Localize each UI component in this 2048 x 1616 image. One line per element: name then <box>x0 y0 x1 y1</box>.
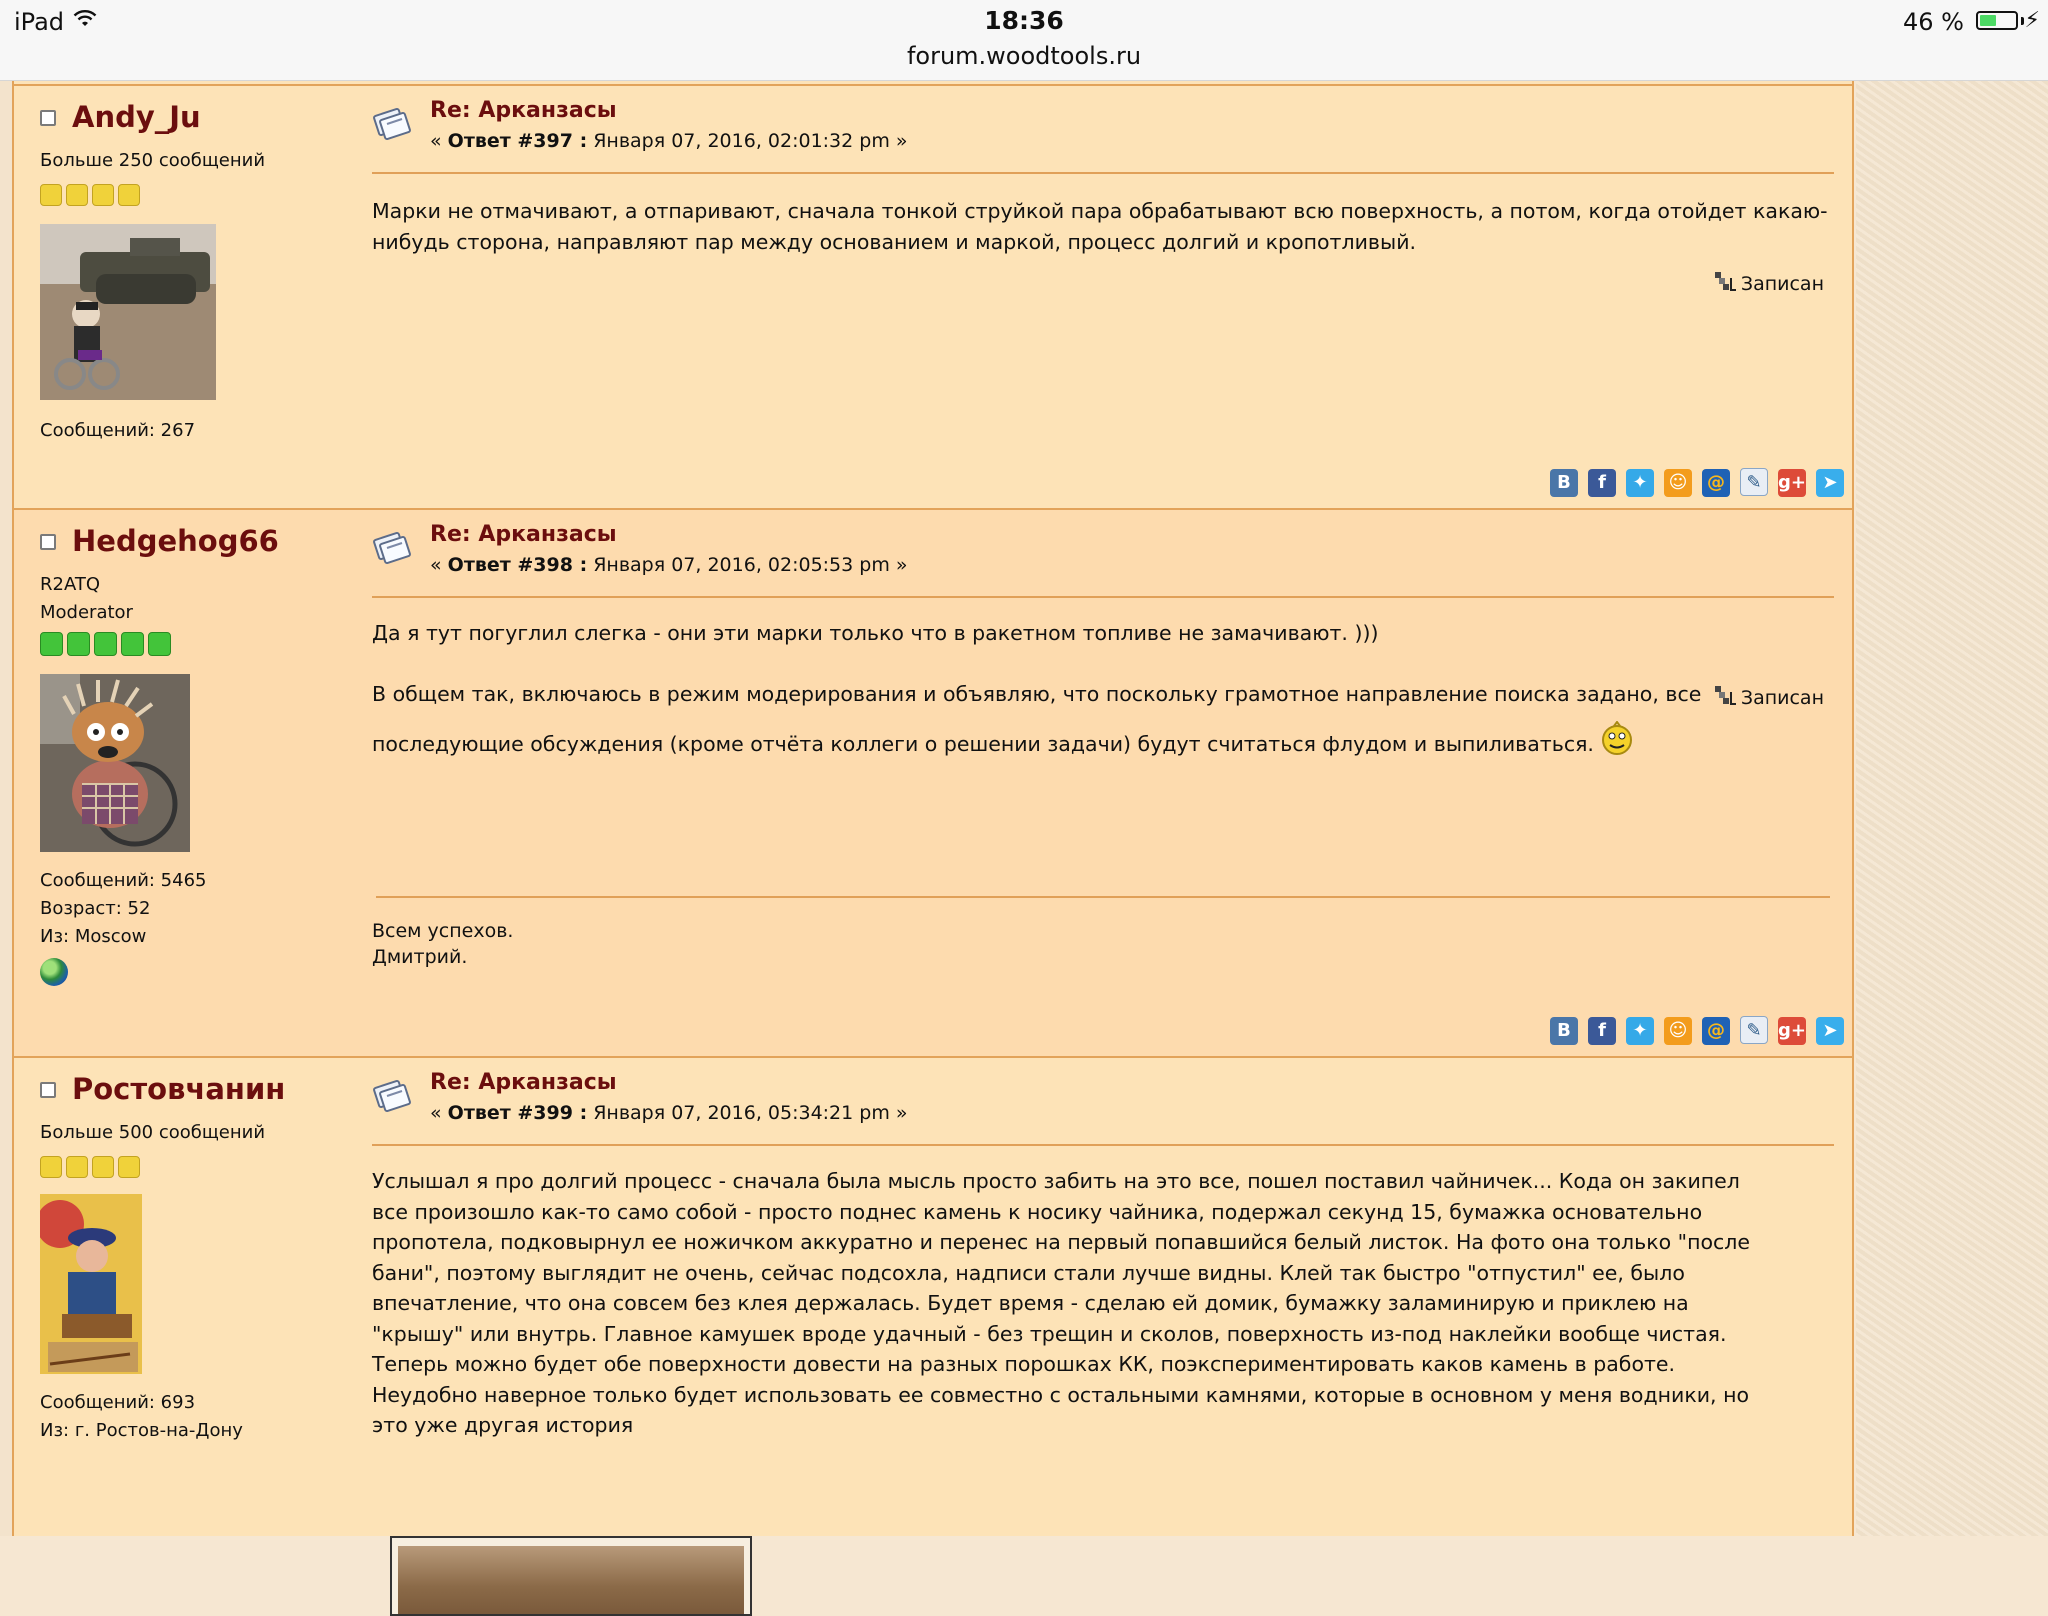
member-rank: Больше 250 сообщений <box>40 150 266 171</box>
post-date: Января 07, 2016, 02:05:53 pm <box>593 554 890 576</box>
saved-label: Записан <box>1740 687 1824 709</box>
signature-divider <box>376 896 1830 898</box>
livejournal-icon[interactable]: ✎ <box>1740 1016 1768 1044</box>
post-meta: « Ответ #397 : Января 07, 2016, 02:01:32 pm » <box>430 130 908 152</box>
vk-icon[interactable]: В <box>1550 469 1578 497</box>
author-name[interactable]: Hedgehog66 <box>72 524 279 558</box>
post-subject-link[interactable]: Re: Арканзасы <box>430 522 617 547</box>
ip-logged-icon <box>1713 270 1737 294</box>
post-icon <box>372 102 412 142</box>
star-icon <box>67 632 90 656</box>
page-background-texture <box>1856 80 2048 1536</box>
post-line: Неудобно наверное только будет использовать ее совместно с остальными камнями, которые в основном у меня водники, но <box>372 1382 1750 1407</box>
star-icon <box>118 184 140 206</box>
smiley-icon <box>1600 721 1634 755</box>
facebook-icon[interactable]: f <box>1588 1017 1616 1045</box>
forum-thread <box>12 80 1854 1536</box>
post-line: пропотела, подковырнул ее ножичком аккуратно и перенес на первый попавшийся белый листок. На фото она только "после <box>372 1230 1751 1254</box>
post-line: все произошло как-то само собой - просто поднес камень к носику чайника, подержал секунд 15, бумажка основательно <box>372 1199 1703 1224</box>
yandex-icon[interactable]: ➤ <box>1816 469 1844 497</box>
page-background-left <box>0 80 12 1536</box>
age: Возраст: 52 <box>40 898 151 919</box>
post-subject-link[interactable]: Re: Арканзасы <box>430 1070 617 1095</box>
battery-percent: 46 % <box>1903 8 1964 36</box>
post-icon <box>372 526 412 566</box>
post-paragraph: Марки не отмачивают, а отпаривают, сначала тонкой струйкой пара обрабатывают всю поверхность, а потом, когда отойдет какаю-нибудь сторона, направляют пар между основанием и маркой, процесс долгий и кропотливый. <box>372 199 1828 254</box>
odnoklassniki-icon[interactable]: ☺ <box>1664 1017 1692 1045</box>
signature-line: Всем успехов. <box>372 920 514 942</box>
facebook-icon[interactable]: f <box>1588 469 1616 497</box>
livejournal-icon[interactable]: ✎ <box>1740 468 1768 496</box>
divider <box>372 596 1834 598</box>
post-count: Сообщений: 267 <box>40 420 196 441</box>
rank-stars <box>40 1156 144 1180</box>
star-icon <box>66 184 88 206</box>
member-title: R2ATQ <box>40 574 101 595</box>
reply-number: Ответ #397 : <box>447 130 588 152</box>
share-bar <box>1540 1016 1844 1044</box>
twitter-icon[interactable]: ✦ <box>1626 1017 1654 1045</box>
yandex-icon[interactable]: ➤ <box>1816 1017 1844 1045</box>
google-plus-icon[interactable]: g+ <box>1778 469 1806 497</box>
star-icon <box>92 1156 114 1178</box>
google-plus-icon[interactable]: g+ <box>1778 1017 1806 1045</box>
location: Из: Moscow <box>40 926 147 947</box>
signature <box>372 918 513 970</box>
select-checkbox[interactable] <box>40 110 56 126</box>
post-text: последующие обсуждения (кроме отчёта коллеги о решении задачи) будут считаться флудом и выпиливаться. <box>372 732 1594 756</box>
post-date: Января 07, 2016, 02:01:32 pm <box>593 130 890 152</box>
post-line: впечатление, что она совсем без клея держалась. Будет время - сделаю ей домик, бумажку заламинирую и приклею на <box>372 1291 1689 1315</box>
star-icon <box>92 184 114 206</box>
star-icon <box>94 632 117 656</box>
forum-post <box>14 508 1852 1056</box>
rank-stars <box>40 632 175 656</box>
saved-label: Записан <box>1740 273 1824 295</box>
vk-icon[interactable]: В <box>1550 1017 1578 1045</box>
post-body <box>372 618 1842 760</box>
star-icon <box>66 1156 88 1178</box>
post-line: "крышу" или внутрь. Главное камушек вроде удачный - без трещин и сколов, поверхность из-под наклейки вообще чистая. <box>372 1321 1727 1346</box>
attached-photo[interactable] <box>390 1536 752 1616</box>
avatar[interactable] <box>40 1194 142 1374</box>
post-subject-link[interactable]: Re: Арканзасы <box>430 98 617 123</box>
avatar[interactable] <box>40 674 190 852</box>
divider <box>372 172 1834 174</box>
divider <box>372 1144 1834 1146</box>
post-count: Сообщений: 5465 <box>40 870 207 891</box>
star-icon <box>40 632 63 656</box>
post-meta: « Ответ #398 : Января 07, 2016, 02:05:53 pm » <box>430 554 908 576</box>
star-icon <box>121 632 144 656</box>
post-meta: « Ответ #399 : Января 07, 2016, 05:34:21 pm » <box>430 1102 908 1124</box>
mailru-icon[interactable]: @ <box>1702 1017 1730 1045</box>
select-checkbox[interactable] <box>40 1082 56 1098</box>
member-rank: Больше 500 сообщений <box>40 1122 266 1143</box>
author-name[interactable]: Andy_Ju <box>72 100 201 134</box>
charging-icon: ⚡ <box>2024 8 2040 33</box>
twitter-icon[interactable]: ✦ <box>1626 469 1654 497</box>
select-checkbox[interactable] <box>40 534 56 550</box>
post-paragraph: Да я тут погуглил слегка - они эти марки только что в ракетном топливе не замачивают. ))) <box>372 621 1379 645</box>
saved-indicator <box>1713 270 1824 295</box>
post-body <box>372 1166 1842 1441</box>
mailru-icon[interactable]: @ <box>1702 469 1730 497</box>
star-icon <box>40 1156 62 1178</box>
clock: 18:36 <box>984 6 1064 35</box>
battery-icon <box>1976 11 2018 30</box>
reply-number: Ответ #399 : <box>447 1102 588 1124</box>
post-paragraph: В общем так, включаюсь в режим модерирования и объявляю, что поскольку грамотное направление поиска задано, все <box>372 681 1702 706</box>
rank-stars <box>40 184 144 208</box>
avatar[interactable] <box>40 224 216 400</box>
forum-post <box>14 1056 1852 1536</box>
photo-thumbnail <box>398 1546 744 1614</box>
post-body <box>372 196 1842 257</box>
star-icon <box>148 632 171 656</box>
device-name: iPad <box>14 8 65 36</box>
post-icon <box>372 1074 412 1114</box>
forum-post <box>14 84 1852 508</box>
post-line: Услышал я про долгий процесс - сначала была мысль просто забить на это все, пошел поставил чайничек... Кода он закипел <box>372 1169 1740 1193</box>
star-icon <box>40 184 62 206</box>
post-line: Теперь можно будет обе поверхности довести на разных порошках КК, поэкспериментировать каков камень в работе. <box>372 1352 1676 1376</box>
member-group: Moderator <box>40 602 133 623</box>
location: Из: г. Ростов-на-Дону <box>40 1420 243 1441</box>
star-icon <box>118 1156 140 1178</box>
share-bar <box>1540 468 1844 496</box>
post-date: Января 07, 2016, 05:34:21 pm <box>593 1102 890 1124</box>
browser-status-bar <box>0 0 2048 81</box>
post-count: Сообщений: 693 <box>40 1392 196 1413</box>
address-bar[interactable]: forum.woodtools.ru <box>906 42 1142 70</box>
post-paragraph <box>372 721 1842 760</box>
author-name[interactable]: Ростовчанин <box>72 1072 286 1106</box>
battery-tip <box>2021 17 2024 25</box>
website-globe-icon[interactable] <box>40 958 68 986</box>
ip-logged-icon <box>1713 684 1737 708</box>
reply-number: Ответ #398 : <box>447 554 588 576</box>
post-line: это уже другая история <box>372 1413 634 1437</box>
signature-line: Дмитрий. <box>372 946 468 968</box>
odnoklassniki-icon[interactable]: ☺ <box>1664 469 1692 497</box>
saved-indicator <box>1713 684 1824 709</box>
post-line: бани", поэтому выглядит не очень, сейчас подсохла, надписи стали лучше видны. Клей так быстро "отпустил" ее, было <box>372 1260 1685 1285</box>
